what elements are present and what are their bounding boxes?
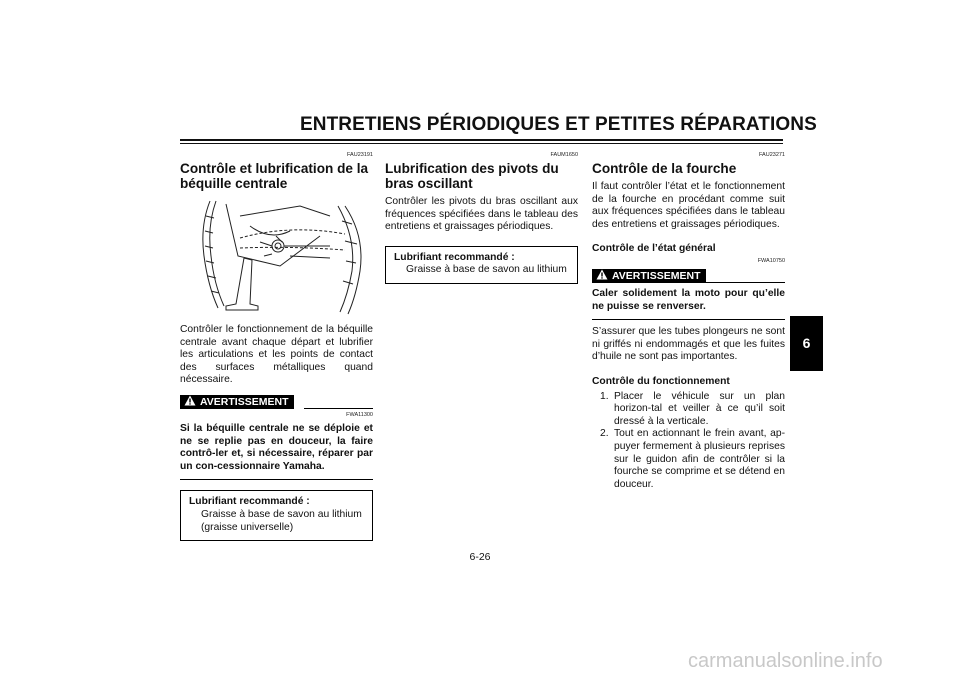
warning-code: FWA10750 (757, 257, 785, 264)
warning-header (180, 395, 373, 410)
page-title: ENTRETIENS PÉRIODIQUES ET PETITES RÉPARATIONS (300, 114, 817, 135)
centerstand-illustration (180, 196, 373, 318)
subheading-general: Contrôle de l’état général (592, 243, 716, 255)
body-text: Il faut contrôler l’état et le fonctionnement de la fourche en procédant comme suit aux fréquences spécifiées dans le tableau des entretiens et graissages périodiques. (592, 181, 785, 230)
lubricant-value: Graisse à base de savon au lithium (406, 264, 567, 276)
subheading-operation: Contrôle du fonctionnement (592, 375, 730, 387)
steps-list (592, 391, 785, 492)
warning-end-rule (180, 479, 373, 480)
step-number: 2. (600, 428, 609, 440)
lubricant-box (180, 490, 373, 541)
warning-badge (592, 269, 706, 283)
step-text: Tout en actionnant le frein avant, ap-puyer fermement à plusieurs reprises sur le guidon afin de contrôler si la fourche se comprime et se détend en douceur. (614, 428, 785, 490)
warning-text: Caler solidement la moto pour qu’elle ne puisse se renverser. (592, 287, 785, 312)
warning-badge-label: AVERTISSEMENT (612, 269, 701, 282)
warning-code: FWA11300 (346, 411, 373, 418)
section-heading: Lubrification des pivots du bras oscillant (385, 161, 559, 191)
body-text-2: S’assurer que les tubes plongeurs ne sont ni griffés ni endommagés et que les fuites d’huile ne sont pas importantes. (592, 326, 785, 363)
watermark: carmanualsonline.info (688, 650, 883, 672)
section-heading: Contrôle et lubrification de la béquille centrale (180, 161, 369, 191)
lubricant-value: Graisse à base de savon au lithium (graisse universelle) (201, 508, 362, 533)
warning-badge (180, 395, 294, 409)
body-text: Contrôler le fonctionnement de la béquille centrale avant chaque départ et lubrifier les articulations et les points de contact des surfaces métalliques quand nécessaire. (180, 324, 373, 386)
step-number: 1. (600, 390, 609, 402)
page-number: 6-26 (469, 551, 491, 563)
column-3 (592, 152, 785, 491)
header-rule-thin (180, 143, 783, 144)
step-text: Placer le véhicule sur un plan horizon-tal et veiller à ce qu’il soit dressé à la verticale. (614, 390, 785, 427)
section-code: FAUM1650 (550, 152, 578, 158)
lubricant-title: Lubrifiant recommandé : (394, 251, 515, 263)
chapter-tab: 6 (790, 316, 823, 371)
section-code: FAU23271 (759, 152, 785, 158)
header-rule (180, 139, 783, 141)
warning-text: Si la béquille centrale ne se déploie et ne se replie pas en douceur, la faire contrô-ler et, si nécessaire, réparer par un con-cessionnaire Yamaha. (180, 422, 373, 472)
warning-end-rule (592, 319, 785, 320)
warning-header (592, 269, 785, 284)
section-heading: Contrôle de la fourche (592, 161, 737, 176)
warning-rule (304, 408, 373, 409)
body-text: Contrôler les pivots du bras oscillant aux fréquences spécifiées dans le tableau des entretiens et graissages périodiques. (385, 196, 578, 233)
list-item (592, 428, 785, 491)
warning-triangle-icon (184, 395, 196, 406)
list-item (592, 391, 785, 429)
warning-badge-label: AVERTISSEMENT (200, 395, 289, 408)
warning-triangle-icon (596, 269, 608, 280)
column-1 (180, 152, 373, 541)
section-code: FAU23191 (347, 152, 373, 158)
column-2 (385, 152, 578, 284)
lubricant-title: Lubrifiant recommandé : (189, 496, 310, 508)
centerstand-drawing (180, 196, 373, 318)
lubricant-box (385, 246, 578, 284)
